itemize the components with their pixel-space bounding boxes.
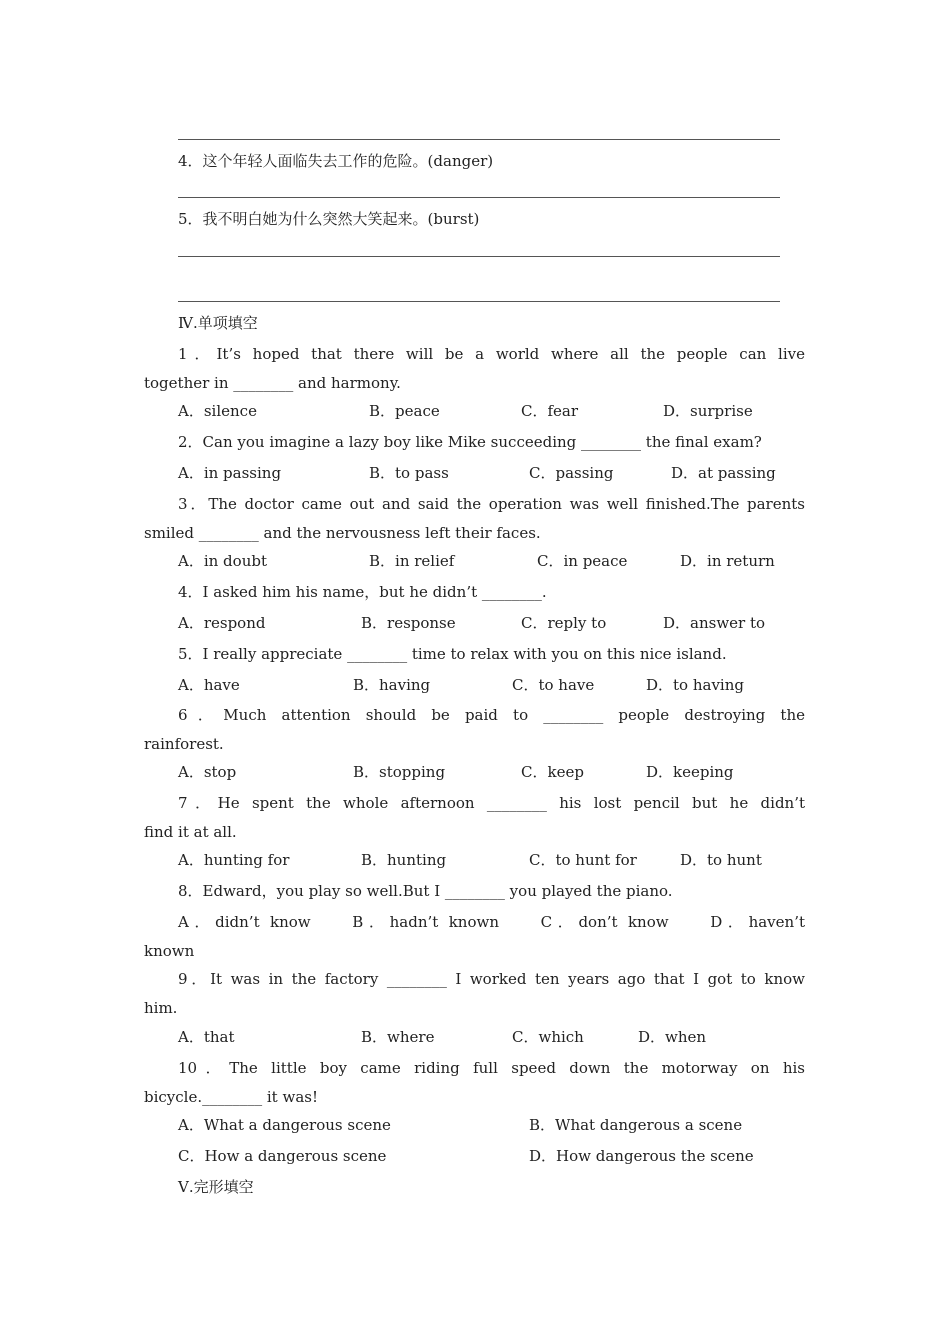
q3-option-d: D．in return bbox=[680, 552, 775, 570]
translation-q5: 5．我不明白她为什么突然大笑起来。(burst) bbox=[178, 210, 480, 228]
question-7-line1: 7．He spent the whole afternoon ________ his lost pencil but he didn’t bbox=[178, 794, 805, 812]
q10-option-d: D．How dangerous the scene bbox=[529, 1147, 754, 1165]
answer-line bbox=[178, 256, 780, 257]
q4-option-a: A．respond bbox=[178, 614, 266, 632]
q1-option-a: A．silence bbox=[178, 402, 257, 420]
question-1-line2: together in ________ and harmony. bbox=[144, 374, 401, 392]
q5-option-b: B．having bbox=[353, 676, 431, 694]
question-9-line1: 9．It was in the factory ________ I worked ten years ago that I got to know bbox=[178, 970, 805, 988]
q9-option-a: A．that bbox=[178, 1028, 235, 1046]
q9-option-d: D．when bbox=[638, 1028, 707, 1046]
q3-option-b: B．in relief bbox=[369, 552, 455, 570]
answer-line bbox=[178, 139, 780, 140]
q7-option-d: D．to hunt bbox=[680, 851, 762, 869]
answer-line bbox=[178, 301, 780, 302]
q2-option-a: A．in passing bbox=[178, 464, 282, 482]
question-2-line1: 2．Can you imagine a lazy boy like Mike succeeding ________ the final exam? bbox=[178, 433, 762, 451]
q2-option-c: C．passing bbox=[529, 464, 614, 482]
q10-option-b: B．What dangerous a scene bbox=[529, 1116, 743, 1134]
question-3-line2: smiled ________ and the nervousness left their faces. bbox=[144, 524, 541, 542]
q9-option-b: B．where bbox=[361, 1028, 435, 1046]
q3-option-c: C．in peace bbox=[537, 552, 628, 570]
answer-line bbox=[178, 197, 780, 198]
question-5-line1: 5．I really appreciate ________ time to relax with you on this nice island. bbox=[178, 645, 727, 663]
question-6-line2: rainforest. bbox=[144, 735, 224, 753]
q8-options-line: A．didn’t know B．hadn’t known C．don’t know D．haven’t bbox=[178, 913, 805, 931]
q5-option-a: A．have bbox=[178, 676, 240, 694]
question-6-line1: 6．Much attention should be paid to ________ people destroying the bbox=[178, 706, 805, 724]
q10-option-a: A．What a dangerous scene bbox=[178, 1116, 391, 1134]
q3-option-a: A．in doubt bbox=[178, 552, 267, 570]
question-3-line1: 3．The doctor came out and said the operation was well finished.The parents bbox=[178, 495, 805, 513]
question-8-line1: 8．Edward，you play so well.But I ________ you played the piano. bbox=[178, 882, 673, 900]
q7-option-c: C．to hunt for bbox=[529, 851, 637, 869]
question-1-line1: 1．It’s hoped that there will be a world where all the people can live bbox=[178, 345, 805, 363]
q9-option-c: C．which bbox=[512, 1028, 584, 1046]
q7-option-b: B．hunting bbox=[361, 851, 447, 869]
q6-option-a: A．stop bbox=[178, 763, 237, 781]
question-7-line2: find it at all. bbox=[144, 823, 237, 841]
q5-option-c: C．to have bbox=[512, 676, 595, 694]
q2-option-b: B．to pass bbox=[369, 464, 449, 482]
q6-option-b: B．stopping bbox=[353, 763, 446, 781]
question-10-line1: 10．The little boy came riding full speed down the motorway on his bbox=[178, 1059, 805, 1077]
translation-q4: 4．这个年轻人面临失去工作的危险。(danger) bbox=[178, 152, 494, 170]
q1-option-d: D．surprise bbox=[663, 402, 753, 420]
q8-options-line2: known bbox=[144, 942, 195, 960]
q2-option-d: D．at passing bbox=[671, 464, 776, 482]
section-title: Ⅳ.单项填空 bbox=[178, 314, 258, 332]
question-4-line1: 4．I asked him his name，but he didn’t ________. bbox=[178, 583, 547, 601]
q4-option-b: B．response bbox=[361, 614, 456, 632]
q5-option-d: D．to having bbox=[646, 676, 744, 694]
q6-option-c: C．keep bbox=[521, 763, 584, 781]
q1-option-b: B．peace bbox=[369, 402, 440, 420]
q10-option-c: C．How a dangerous scene bbox=[178, 1147, 387, 1165]
q4-option-d: D．answer to bbox=[663, 614, 766, 632]
q4-option-c: C．reply to bbox=[521, 614, 607, 632]
question-9-line2: him. bbox=[144, 999, 178, 1017]
q1-option-c: C．fear bbox=[521, 402, 579, 420]
section-title: Ⅴ.完形填空 bbox=[178, 1178, 254, 1196]
q6-option-d: D．keeping bbox=[646, 763, 734, 781]
question-10-line2: bicycle.________ it was! bbox=[144, 1088, 318, 1106]
q7-option-a: A．hunting for bbox=[178, 851, 290, 869]
